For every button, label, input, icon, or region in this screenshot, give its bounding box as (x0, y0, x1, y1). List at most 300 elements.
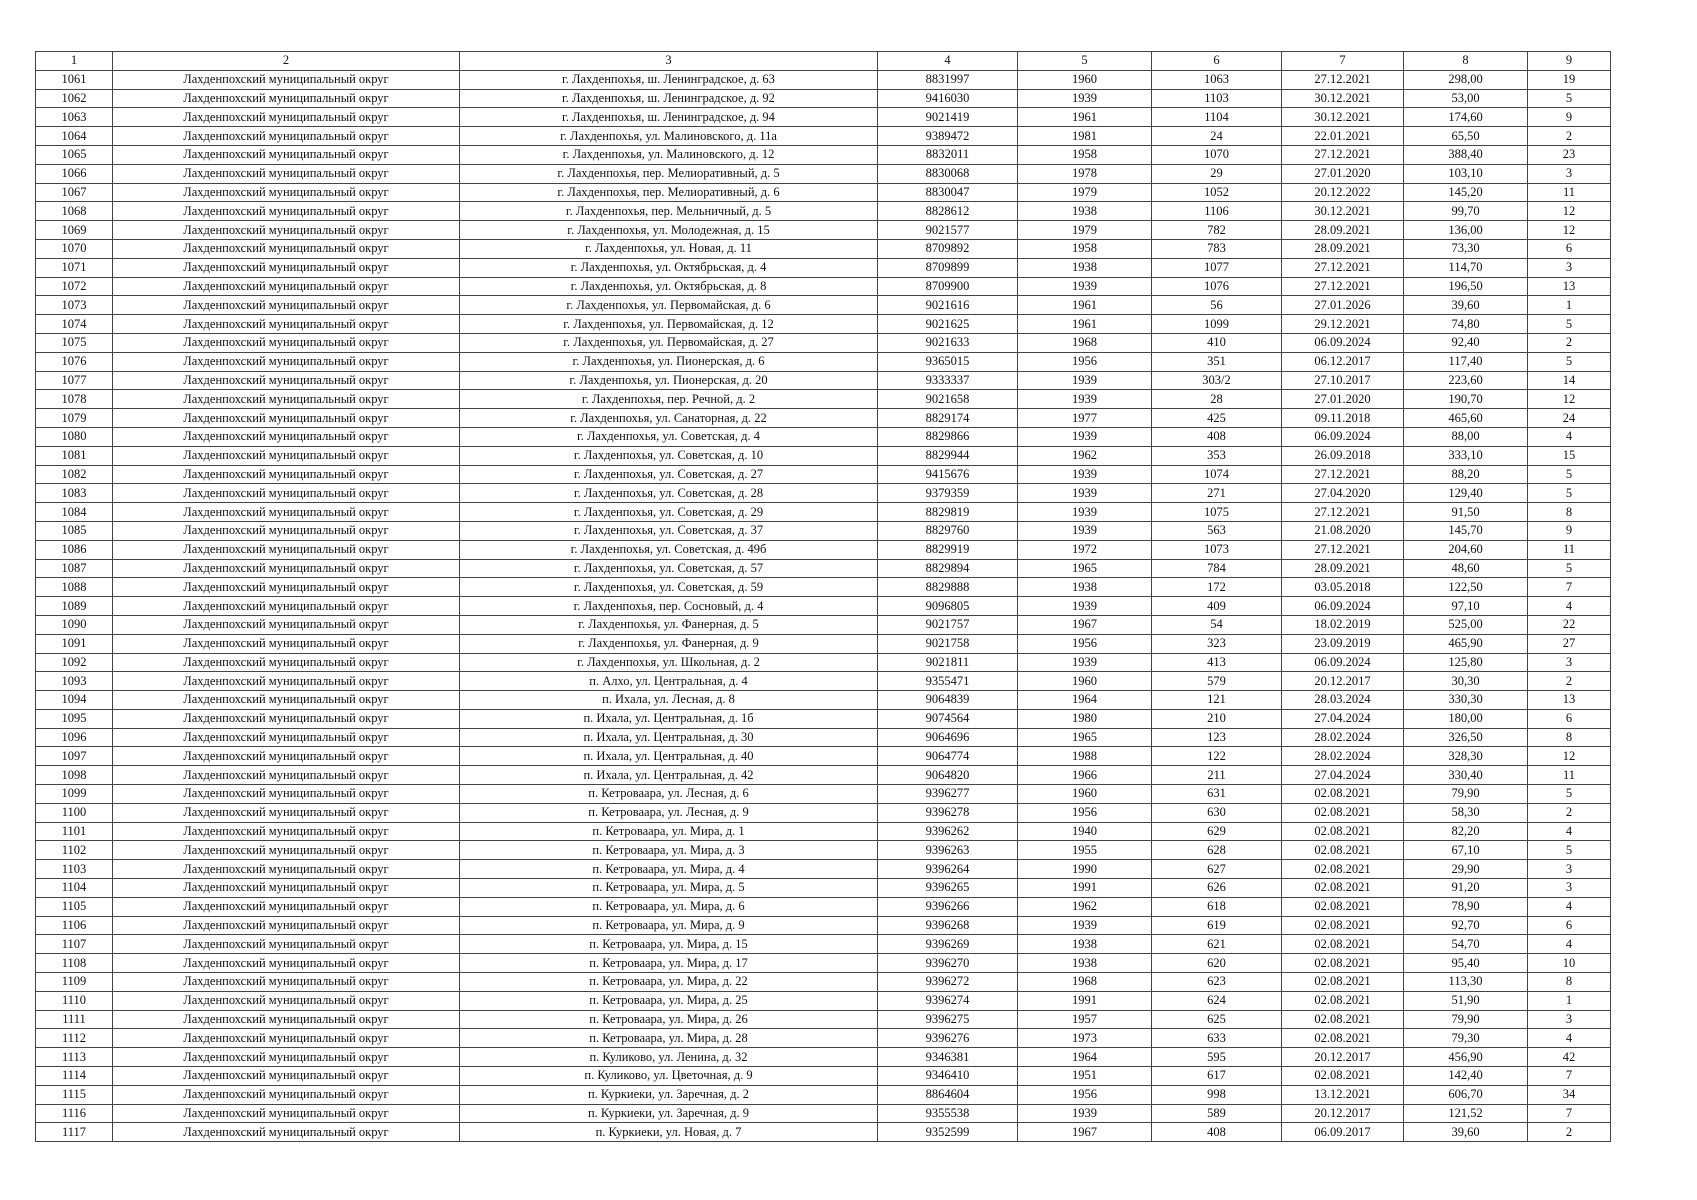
document-number-cell: 1073 (1152, 540, 1282, 559)
document-number-cell: 628 (1152, 841, 1282, 860)
building-code-cell: 9021633 (878, 333, 1018, 352)
document-number-cell: 783 (1152, 239, 1282, 258)
address-cell: г. Лахденпохья, ш. Ленинградское, д. 92 (460, 89, 878, 108)
document-number-cell: 589 (1152, 1104, 1282, 1123)
district-cell: Лахденпохский муниципальный округ (113, 540, 460, 559)
document-number-cell: 1076 (1152, 277, 1282, 296)
table-row (36, 127, 1611, 146)
year-built-cell: 1939 (1018, 597, 1152, 616)
building-code-cell: 9021811 (878, 653, 1018, 672)
row-number-cell: 1107 (36, 935, 113, 954)
area-cell: 174,60 (1404, 108, 1528, 127)
year-built-cell: 1968 (1018, 333, 1152, 352)
address-cell: п. Кетроваара, ул. Лесная, д. 6 (460, 785, 878, 804)
district-cell: Лахденпохский муниципальный округ (113, 315, 460, 334)
count-cell: 5 (1528, 352, 1611, 371)
document-number-cell: 998 (1152, 1085, 1282, 1104)
address-cell: п. Ихала, ул. Центральная, д. 42 (460, 766, 878, 785)
district-cell: Лахденпохский муниципальный округ (113, 108, 460, 127)
district-cell: Лахденпохский муниципальный округ (113, 183, 460, 202)
district-cell: Лахденпохский муниципальный округ (113, 409, 460, 428)
document-number-cell: 24 (1152, 127, 1282, 146)
date-cell: 02.08.2021 (1282, 973, 1404, 992)
district-cell: Лахденпохский муниципальный округ (113, 333, 460, 352)
district-cell: Лахденпохский муниципальный округ (113, 785, 460, 804)
building-code-cell: 9096805 (878, 597, 1018, 616)
year-built-cell: 1956 (1018, 803, 1152, 822)
address-cell: г. Лахденпохья, пер. Мельничный, д. 5 (460, 202, 878, 221)
year-built-cell: 1962 (1018, 897, 1152, 916)
building-code-cell: 9064774 (878, 747, 1018, 766)
building-code-cell: 9021625 (878, 315, 1018, 334)
date-cell: 06.09.2024 (1282, 653, 1404, 672)
count-cell: 12 (1528, 221, 1611, 240)
year-built-cell: 1939 (1018, 1104, 1152, 1123)
count-cell: 2 (1528, 672, 1611, 691)
district-cell: Лахденпохский муниципальный округ (113, 296, 460, 315)
year-built-cell: 1979 (1018, 221, 1152, 240)
row-number-cell: 1102 (36, 841, 113, 860)
building-code-cell: 9346381 (878, 1048, 1018, 1067)
building-code-cell: 8831997 (878, 70, 1018, 89)
district-cell: Лахденпохский муниципальный округ (113, 709, 460, 728)
address-cell: г. Лахденпохья, пер. Речной, д. 2 (460, 390, 878, 409)
building-code-cell: 9333337 (878, 371, 1018, 390)
year-built-cell: 1958 (1018, 145, 1152, 164)
row-number-cell: 1093 (36, 672, 113, 691)
building-code-cell: 9396262 (878, 822, 1018, 841)
address-cell: г. Лахденпохья, ул. Фанерная, д. 9 (460, 634, 878, 653)
district-cell: Лахденпохский муниципальный округ (113, 766, 460, 785)
building-code-cell: 9389472 (878, 127, 1018, 146)
year-built-cell: 1939 (1018, 653, 1152, 672)
area-cell: 456,90 (1404, 1048, 1528, 1067)
table-row (36, 766, 1611, 785)
district-cell: Лахденпохский муниципальный округ (113, 239, 460, 258)
area-cell: 136,00 (1404, 221, 1528, 240)
district-cell: Лахденпохский муниципальный округ (113, 1010, 460, 1029)
table-row (36, 653, 1611, 672)
table-row (36, 409, 1611, 428)
address-cell: п. Ихала, ул. Центральная, д. 40 (460, 747, 878, 766)
year-built-cell: 1965 (1018, 559, 1152, 578)
area-cell: 51,90 (1404, 991, 1528, 1010)
district-cell: Лахденпохский муниципальный округ (113, 653, 460, 672)
district-cell: Лахденпохский муниципальный округ (113, 1085, 460, 1104)
year-built-cell: 1955 (1018, 841, 1152, 860)
count-cell: 8 (1528, 973, 1611, 992)
table-row (36, 521, 1611, 540)
row-number-cell: 1115 (36, 1085, 113, 1104)
document-number-cell: 323 (1152, 634, 1282, 653)
document-number-cell: 618 (1152, 897, 1282, 916)
building-code-cell: 9396264 (878, 860, 1018, 879)
date-cell: 27.12.2021 (1282, 465, 1404, 484)
date-cell: 20.12.2017 (1282, 672, 1404, 691)
table-row (36, 540, 1611, 559)
row-number-cell: 1062 (36, 89, 113, 108)
district-cell: Лахденпохский муниципальный округ (113, 860, 460, 879)
area-cell: 79,30 (1404, 1029, 1528, 1048)
date-cell: 06.12.2017 (1282, 352, 1404, 371)
count-cell: 5 (1528, 315, 1611, 334)
building-code-cell: 9396277 (878, 785, 1018, 804)
date-cell: 27.01.2020 (1282, 390, 1404, 409)
district-cell: Лахденпохский муниципальный округ (113, 728, 460, 747)
document-number-cell: 56 (1152, 296, 1282, 315)
address-cell: г. Лахденпохья, пер. Сосновый, д. 4 (460, 597, 878, 616)
date-cell: 02.08.2021 (1282, 803, 1404, 822)
document-number-cell: 353 (1152, 446, 1282, 465)
column-header-8: 8 (1404, 52, 1528, 71)
count-cell: 5 (1528, 841, 1611, 860)
area-cell: 122,50 (1404, 578, 1528, 597)
address-cell: г. Лахденпохья, ул. Первомайская, д. 12 (460, 315, 878, 334)
table-row (36, 108, 1611, 127)
address-cell: п. Кетроваара, ул. Лесная, д. 9 (460, 803, 878, 822)
address-cell: п. Кетроваара, ул. Мира, д. 6 (460, 897, 878, 916)
document-number-cell: 408 (1152, 1123, 1282, 1142)
district-cell: Лахденпохский муниципальный округ (113, 446, 460, 465)
address-cell: г. Лахденпохья, ул. Советская, д. 4 (460, 427, 878, 446)
area-cell: 91,20 (1404, 879, 1528, 898)
year-built-cell: 1981 (1018, 127, 1152, 146)
building-code-cell: 9064839 (878, 691, 1018, 710)
building-code-cell: 8829919 (878, 540, 1018, 559)
count-cell: 24 (1528, 409, 1611, 428)
date-cell: 27.10.2017 (1282, 371, 1404, 390)
address-cell: г. Лахденпохья, ул. Советская, д. 29 (460, 503, 878, 522)
row-number-cell: 1090 (36, 615, 113, 634)
date-cell: 27.04.2024 (1282, 709, 1404, 728)
district-cell: Лахденпохский муниципальный округ (113, 597, 460, 616)
row-number-cell: 1092 (36, 653, 113, 672)
table-row (36, 916, 1611, 935)
document-number-cell: 782 (1152, 221, 1282, 240)
area-cell: 142,40 (1404, 1067, 1528, 1086)
date-cell: 28.02.2024 (1282, 747, 1404, 766)
building-code-cell: 8829944 (878, 446, 1018, 465)
count-cell: 14 (1528, 371, 1611, 390)
building-code-cell: 8829760 (878, 521, 1018, 540)
year-built-cell: 1966 (1018, 766, 1152, 785)
area-cell: 29,90 (1404, 860, 1528, 879)
year-built-cell: 1962 (1018, 446, 1152, 465)
table-row (36, 597, 1611, 616)
count-cell: 5 (1528, 559, 1611, 578)
district-cell: Лахденпохский муниципальный округ (113, 465, 460, 484)
building-code-cell: 9021757 (878, 615, 1018, 634)
address-cell: г. Лахденпохья, ул. Пионерская, д. 6 (460, 352, 878, 371)
document-number-cell: 408 (1152, 427, 1282, 446)
building-code-cell: 9415676 (878, 465, 1018, 484)
row-number-cell: 1070 (36, 239, 113, 258)
year-built-cell: 1967 (1018, 615, 1152, 634)
area-cell: 88,20 (1404, 465, 1528, 484)
date-cell: 28.09.2021 (1282, 559, 1404, 578)
area-cell: 223,60 (1404, 371, 1528, 390)
building-code-cell: 9396275 (878, 1010, 1018, 1029)
date-cell: 02.08.2021 (1282, 1067, 1404, 1086)
area-cell: 190,70 (1404, 390, 1528, 409)
document-number-cell: 1077 (1152, 258, 1282, 277)
table-row (36, 258, 1611, 277)
date-cell: 29.12.2021 (1282, 315, 1404, 334)
date-cell: 20.12.2022 (1282, 183, 1404, 202)
address-cell: г. Лахденпохья, ул. Малиновского, д. 11а (460, 127, 878, 146)
district-cell: Лахденпохский муниципальный округ (113, 841, 460, 860)
table-row (36, 352, 1611, 371)
row-number-cell: 1089 (36, 597, 113, 616)
count-cell: 12 (1528, 202, 1611, 221)
row-number-cell: 1080 (36, 427, 113, 446)
district-cell: Лахденпохский муниципальный округ (113, 484, 460, 503)
address-cell: п. Кетроваара, ул. Мира, д. 22 (460, 973, 878, 992)
row-number-cell: 1113 (36, 1048, 113, 1067)
count-cell: 4 (1528, 822, 1611, 841)
year-built-cell: 1956 (1018, 1085, 1152, 1104)
address-cell: п. Ихала, ул. Центральная, д. 30 (460, 728, 878, 747)
count-cell: 5 (1528, 89, 1611, 108)
column-header-2: 2 (113, 52, 460, 71)
document-number-cell: 210 (1152, 709, 1282, 728)
document-number-cell: 620 (1152, 954, 1282, 973)
area-cell: 95,40 (1404, 954, 1528, 973)
table-row (36, 991, 1611, 1010)
building-code-cell: 9396270 (878, 954, 1018, 973)
district-cell: Лахденпохский муниципальный округ (113, 352, 460, 371)
count-cell: 6 (1528, 916, 1611, 935)
area-cell: 103,10 (1404, 164, 1528, 183)
table-row (36, 315, 1611, 334)
year-built-cell: 1938 (1018, 258, 1152, 277)
date-cell: 02.08.2021 (1282, 785, 1404, 804)
row-number-cell: 1109 (36, 973, 113, 992)
count-cell: 19 (1528, 70, 1611, 89)
area-cell: 48,60 (1404, 559, 1528, 578)
date-cell: 18.02.2019 (1282, 615, 1404, 634)
count-cell: 4 (1528, 1029, 1611, 1048)
table-row (36, 973, 1611, 992)
building-code-cell: 9355471 (878, 672, 1018, 691)
district-cell: Лахденпохский муниципальный округ (113, 935, 460, 954)
area-cell: 204,60 (1404, 540, 1528, 559)
document-number-cell: 1106 (1152, 202, 1282, 221)
district-cell: Лахденпохский муниципальный округ (113, 1048, 460, 1067)
document-number-cell: 54 (1152, 615, 1282, 634)
document-number-cell: 1075 (1152, 503, 1282, 522)
count-cell: 15 (1528, 446, 1611, 465)
address-cell: п. Кетроваара, ул. Мира, д. 1 (460, 822, 878, 841)
date-cell: 06.09.2024 (1282, 333, 1404, 352)
address-cell: г. Лахденпохья, ул. Советская, д. 59 (460, 578, 878, 597)
address-cell: г. Лахденпохья, ул. Малиновского, д. 12 (460, 145, 878, 164)
area-cell: 113,30 (1404, 973, 1528, 992)
table-row (36, 672, 1611, 691)
table-row (36, 484, 1611, 503)
count-cell: 11 (1528, 540, 1611, 559)
document-number-cell: 627 (1152, 860, 1282, 879)
address-cell: п. Кетроваара, ул. Мира, д. 17 (460, 954, 878, 973)
address-cell: г. Лахденпохья, ул. Советская, д. 10 (460, 446, 878, 465)
building-code-cell: 9416030 (878, 89, 1018, 108)
row-number-cell: 1073 (36, 296, 113, 315)
district-cell: Лахденпохский муниципальный округ (113, 503, 460, 522)
document-number-cell: 29 (1152, 164, 1282, 183)
building-code-cell: 9396263 (878, 841, 1018, 860)
document-number-cell: 351 (1152, 352, 1282, 371)
count-cell: 5 (1528, 785, 1611, 804)
district-cell: Лахденпохский муниципальный округ (113, 879, 460, 898)
table-row (36, 221, 1611, 240)
year-built-cell: 1939 (1018, 916, 1152, 935)
district-cell: Лахденпохский муниципальный округ (113, 521, 460, 540)
table-row (36, 333, 1611, 352)
table-row (36, 1104, 1611, 1123)
row-number-cell: 1076 (36, 352, 113, 371)
column-header-7: 7 (1282, 52, 1404, 71)
district-cell: Лахденпохский муниципальный округ (113, 89, 460, 108)
year-built-cell: 1957 (1018, 1010, 1152, 1029)
year-built-cell: 1973 (1018, 1029, 1152, 1048)
address-cell: п. Кетроваара, ул. Мира, д. 25 (460, 991, 878, 1010)
column-header-3: 3 (460, 52, 878, 71)
table-row (36, 202, 1611, 221)
table-row (36, 841, 1611, 860)
address-cell: п. Алхо, ул. Центральная, д. 4 (460, 672, 878, 691)
row-number-cell: 1114 (36, 1067, 113, 1086)
year-built-cell: 1939 (1018, 427, 1152, 446)
district-cell: Лахденпохский муниципальный округ (113, 803, 460, 822)
row-number-cell: 1097 (36, 747, 113, 766)
area-cell: 121,52 (1404, 1104, 1528, 1123)
area-cell: 465,60 (1404, 409, 1528, 428)
table-row (36, 803, 1611, 822)
area-cell: 330,40 (1404, 766, 1528, 785)
row-number-cell: 1108 (36, 954, 113, 973)
document-number-cell: 1103 (1152, 89, 1282, 108)
address-cell: г. Лахденпохья, ул. Советская, д. 27 (460, 465, 878, 484)
document-number-cell: 579 (1152, 672, 1282, 691)
table-row (36, 691, 1611, 710)
address-cell: п. Кетроваара, ул. Мира, д. 4 (460, 860, 878, 879)
document-number-cell: 621 (1152, 935, 1282, 954)
row-number-cell: 1104 (36, 879, 113, 898)
date-cell: 02.08.2021 (1282, 1029, 1404, 1048)
year-built-cell: 1965 (1018, 728, 1152, 747)
table-row (36, 709, 1611, 728)
count-cell: 1 (1528, 991, 1611, 1010)
date-cell: 09.11.2018 (1282, 409, 1404, 428)
count-cell: 7 (1528, 578, 1611, 597)
table-row (36, 390, 1611, 409)
area-cell: 73,30 (1404, 239, 1528, 258)
date-cell: 02.08.2021 (1282, 935, 1404, 954)
column-header-1: 1 (36, 52, 113, 71)
document-number-cell: 617 (1152, 1067, 1282, 1086)
building-code-cell: 9355538 (878, 1104, 1018, 1123)
count-cell: 3 (1528, 164, 1611, 183)
area-cell: 92,40 (1404, 333, 1528, 352)
area-cell: 30,30 (1404, 672, 1528, 691)
building-code-cell: 8709892 (878, 239, 1018, 258)
address-cell: п. Кетроваара, ул. Мира, д. 15 (460, 935, 878, 954)
date-cell: 30.12.2021 (1282, 89, 1404, 108)
address-cell: п. Ихала, ул. Центральная, д. 1б (460, 709, 878, 728)
district-cell: Лахденпохский муниципальный округ (113, 822, 460, 841)
table-row (36, 728, 1611, 747)
building-code-cell: 8828612 (878, 202, 1018, 221)
row-number-cell: 1082 (36, 465, 113, 484)
date-cell: 27.04.2020 (1282, 484, 1404, 503)
row-number-cell: 1091 (36, 634, 113, 653)
row-number-cell: 1074 (36, 315, 113, 334)
area-cell: 74,80 (1404, 315, 1528, 334)
address-cell: г. Лахденпохья, ул. Октябрьская, д. 8 (460, 277, 878, 296)
year-built-cell: 1939 (1018, 503, 1152, 522)
building-code-cell: 8829894 (878, 559, 1018, 578)
year-built-cell: 1988 (1018, 747, 1152, 766)
count-cell: 4 (1528, 597, 1611, 616)
year-built-cell: 1956 (1018, 634, 1152, 653)
year-built-cell: 1968 (1018, 973, 1152, 992)
date-cell: 22.01.2021 (1282, 127, 1404, 146)
area-cell: 97,10 (1404, 597, 1528, 616)
address-cell: г. Лахденпохья, ул. Первомайская, д. 6 (460, 296, 878, 315)
table-row (36, 1010, 1611, 1029)
count-cell: 9 (1528, 521, 1611, 540)
area-cell: 91,50 (1404, 503, 1528, 522)
row-number-cell: 1085 (36, 521, 113, 540)
year-built-cell: 1960 (1018, 785, 1152, 804)
column-header-row (36, 52, 1611, 71)
count-cell: 5 (1528, 484, 1611, 503)
table-row (36, 1085, 1611, 1104)
year-built-cell: 1991 (1018, 991, 1152, 1010)
building-code-cell: 9396269 (878, 935, 1018, 954)
count-cell: 11 (1528, 183, 1611, 202)
address-cell: п. Куликово, ул. Ленина, д. 32 (460, 1048, 878, 1067)
district-cell: Лахденпохский муниципальный округ (113, 258, 460, 277)
date-cell: 02.08.2021 (1282, 897, 1404, 916)
count-cell: 3 (1528, 879, 1611, 898)
document-number-cell: 425 (1152, 409, 1282, 428)
count-cell: 3 (1528, 860, 1611, 879)
table-body (36, 70, 1611, 1141)
district-cell: Лахденпохский муниципальный округ (113, 164, 460, 183)
building-code-cell: 9021658 (878, 390, 1018, 409)
row-number-cell: 1117 (36, 1123, 113, 1142)
row-number-cell: 1095 (36, 709, 113, 728)
date-cell: 02.08.2021 (1282, 991, 1404, 1010)
document-number-cell: 172 (1152, 578, 1282, 597)
area-cell: 39,60 (1404, 296, 1528, 315)
district-cell: Лахденпохский муниципальный округ (113, 578, 460, 597)
date-cell: 28.09.2021 (1282, 239, 1404, 258)
district-cell: Лахденпохский муниципальный округ (113, 1123, 460, 1142)
year-built-cell: 1964 (1018, 691, 1152, 710)
document-number-cell: 271 (1152, 484, 1282, 503)
row-number-cell: 1094 (36, 691, 113, 710)
row-number-cell: 1064 (36, 127, 113, 146)
year-built-cell: 1977 (1018, 409, 1152, 428)
building-code-cell: 9365015 (878, 352, 1018, 371)
table-row (36, 371, 1611, 390)
date-cell: 06.09.2024 (1282, 597, 1404, 616)
row-number-cell: 1112 (36, 1029, 113, 1048)
year-built-cell: 1939 (1018, 371, 1152, 390)
address-cell: п. Кетроваара, ул. Мира, д. 5 (460, 879, 878, 898)
